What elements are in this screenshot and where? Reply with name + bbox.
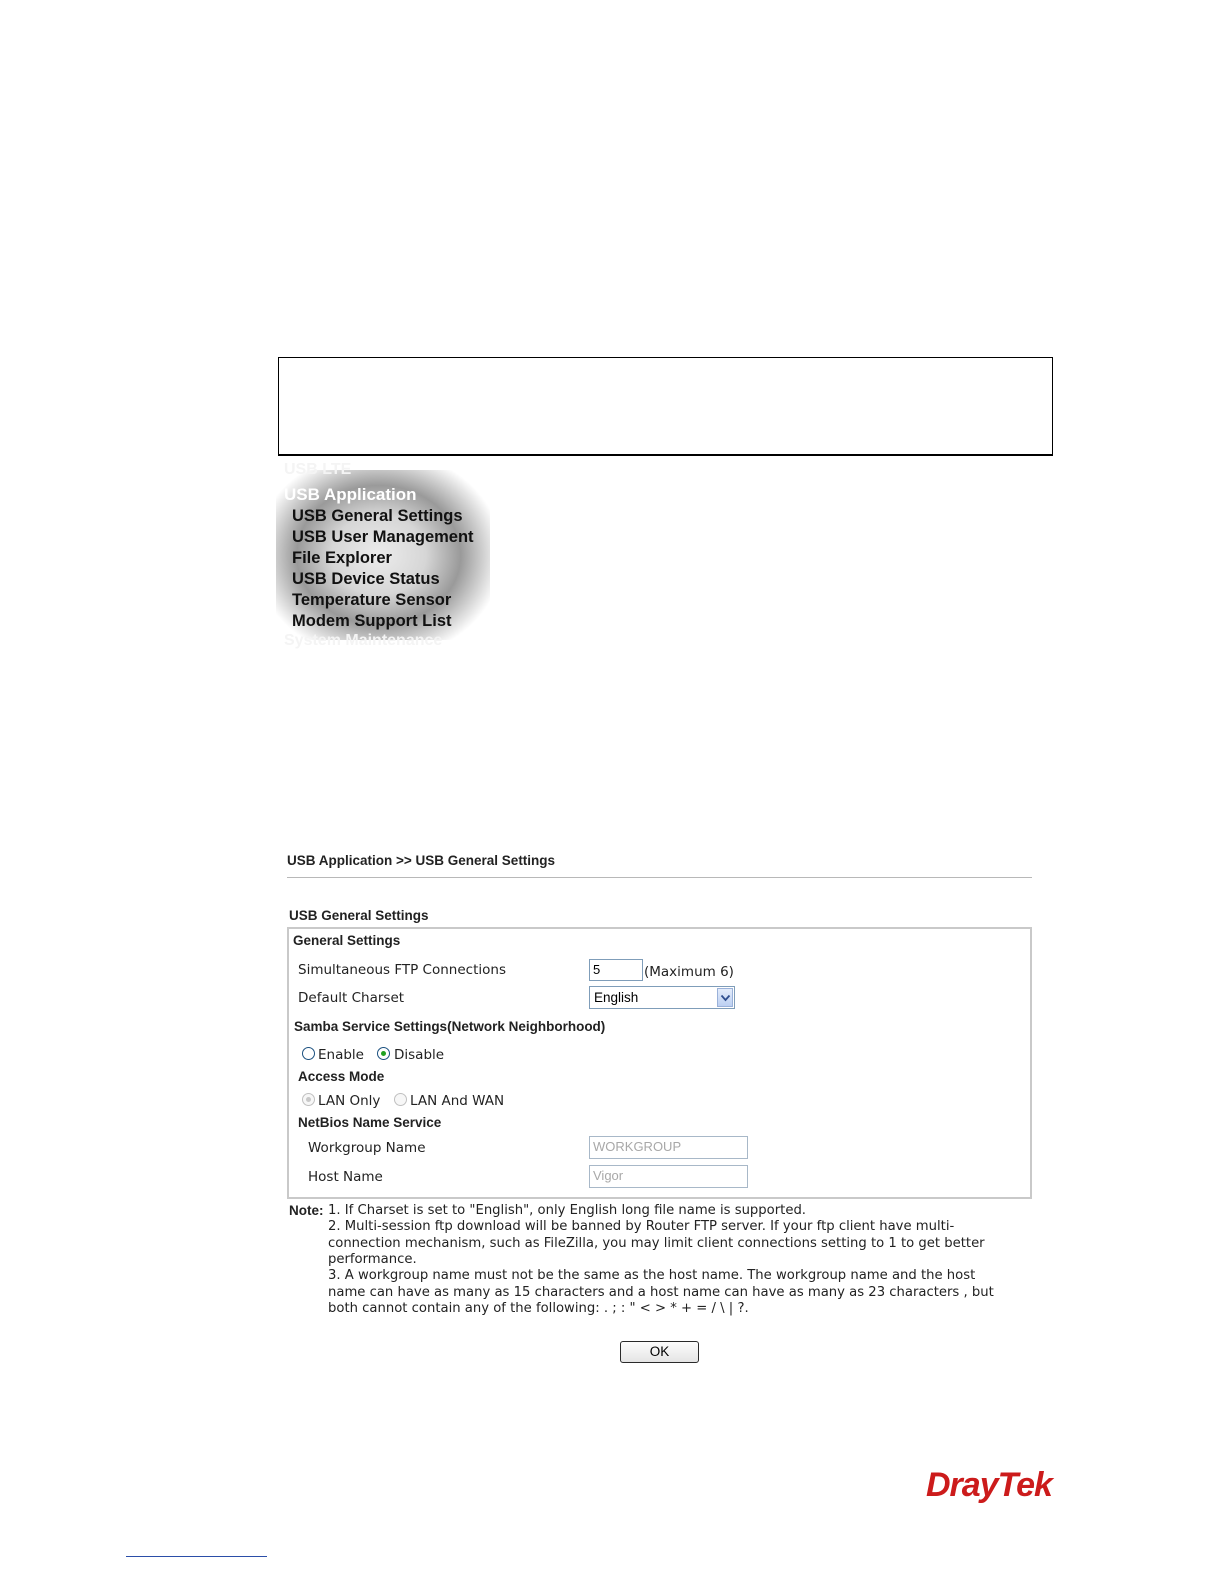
menu-item-modem-support-list[interactable]: Modem Support List [292,612,452,630]
host-name-label: Host Name [308,1169,383,1185]
note-line: performance. [328,1251,417,1267]
menu-item-usb-device-status[interactable]: USB Device Status [292,570,440,588]
samba-disable-label: Disable [394,1047,445,1063]
breadcrumb: USB Application >> USB General Settings [287,853,556,868]
menu-item-cut-top[interactable]: USB LTE [284,461,352,478]
workgroup-name-label: Workgroup Name [308,1140,426,1156]
footer-rule [126,1556,267,1557]
menu-header-usb-application[interactable]: USB Application [284,485,417,504]
menu-item-cut-bottom[interactable]: System Maintenance [284,632,443,649]
lan-and-wan-radio[interactable] [394,1093,407,1106]
note-frame [278,357,1053,456]
lan-only-label: LAN Only [318,1093,381,1109]
title-divider [287,877,1032,878]
samba-disable-radio[interactable] [377,1047,390,1060]
menu-item-file-explorer[interactable]: File Explorer [292,549,392,567]
lan-and-wan-label: LAN And WAN [410,1093,505,1109]
usb-menu-screenshot [276,461,490,649]
samba-enable-label: Enable [318,1047,364,1063]
draytek-logo [926,1466,1052,1505]
ftp-connections-label: Simultaneous FTP Connections [298,962,506,978]
note-line: 2. Multi-session ftp download will be banned by Router FTP server. If your ftp client have multi- [328,1219,955,1235]
logo-part-dray: Dray [926,1466,998,1504]
workgroup-name-input[interactable]: WORKGROUP [589,1136,748,1159]
logo-part-tek: Tek [997,1466,1052,1504]
section-title: USB General Settings [289,908,429,923]
samba-settings-title: Samba Service Settings(Network Neighborhood) [294,1019,606,1034]
general-settings-title: General Settings [293,933,401,948]
menu-item-usb-user-management[interactable]: USB User Management [292,528,474,546]
menu-item-usb-general-settings[interactable]: USB General Settings [292,507,463,525]
netbios-title: NetBios Name Service [298,1115,442,1130]
note-line: name can have as many as 15 characters and a host name can have as many as 23 characters , but [328,1284,994,1300]
radio-selected-dot [381,1051,386,1056]
menu-item-temperature-sensor[interactable]: Temperature Sensor [292,591,452,609]
ok-button[interactable]: OK [620,1341,699,1363]
access-mode-title: Access Mode [298,1069,385,1084]
ftp-connections-input[interactable]: 5 [589,959,643,981]
note-line: both cannot contain any of the following: . ; : " < > * + = / \ | ?. [328,1300,749,1316]
note-line: 1. If Charset is set to "English", only English long file name is supported. [328,1203,807,1218]
note-line: 3. A workgroup name must not be the same as the host name. The workgroup name and the host [328,1268,976,1284]
host-name-input[interactable]: Vigor [589,1165,748,1188]
ftp-connections-hint: (Maximum 6) [644,964,734,980]
samba-enable-radio[interactable] [302,1047,315,1060]
radio-selected-dot [306,1097,311,1102]
note-label: Note: [289,1203,324,1218]
chevron-down-icon[interactable] [717,988,733,1007]
charset-select[interactable] [589,986,735,1009]
charset-select-value: English [594,990,639,1005]
note-line: connection mechanism, such as FileZilla, you may limit client connections setting to 1 to get better [328,1235,985,1251]
default-charset-label: Default Charset [298,990,405,1006]
lan-only-radio[interactable] [302,1093,315,1106]
